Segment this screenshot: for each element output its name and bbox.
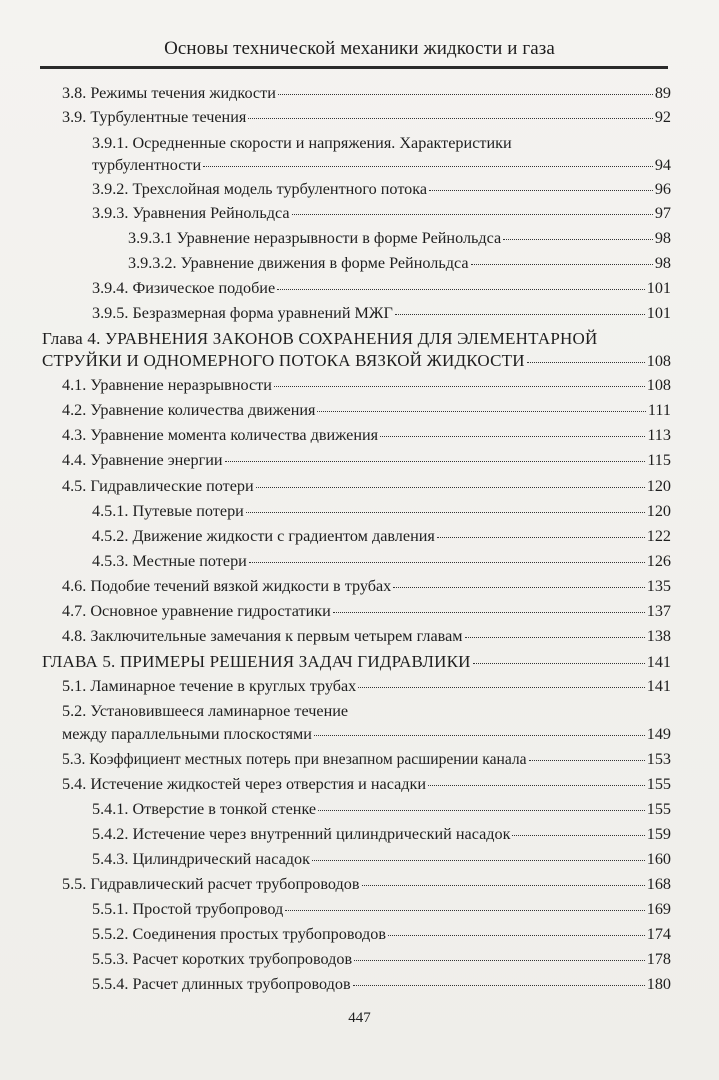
toc-entry-page: 97 bbox=[654, 204, 671, 222]
toc-entry bbox=[92, 950, 671, 969]
toc-entry-page: 108 bbox=[646, 376, 671, 394]
toc-entry-label: 3.9.1. Осредненные скорости и напряжения. Характеристики bbox=[92, 134, 512, 152]
dot-leader bbox=[429, 190, 653, 191]
dot-leader bbox=[292, 214, 653, 215]
dot-leader bbox=[503, 239, 653, 240]
dot-leader bbox=[317, 411, 645, 412]
toc-entry-label: 5.1. Ламинарное течение в круглых трубах bbox=[62, 677, 357, 695]
dot-leader bbox=[274, 386, 645, 387]
dot-leader bbox=[354, 960, 645, 961]
toc-entry-label: турбулентности bbox=[92, 156, 202, 174]
toc-entry bbox=[62, 376, 671, 395]
toc-entry bbox=[62, 725, 671, 744]
toc-entry-page: 138 bbox=[646, 627, 671, 645]
toc-entry bbox=[62, 108, 671, 127]
dot-leader bbox=[465, 637, 645, 638]
toc-entry-page: 101 bbox=[646, 279, 671, 297]
toc-entry-label: 5.5.4. Расчет длинных трубопроводов bbox=[92, 975, 351, 993]
toc-entry-label: 4.5.2. Движение жидкости с градиентом давления bbox=[92, 527, 435, 545]
toc-entry bbox=[42, 652, 671, 672]
toc-entry bbox=[62, 775, 671, 794]
toc-entry bbox=[92, 304, 671, 323]
toc-entry-page: 159 bbox=[646, 825, 671, 843]
dot-leader bbox=[246, 512, 645, 513]
chapter-heading: Глава 4. УРАВНЕНИЯ ЗАКОНОВ СОХРАНЕНИЯ ДЛЯ ЭЛЕМЕНТАРНОЙ bbox=[42, 329, 598, 348]
toc-entry-label: 4.4. Уравнение энергии bbox=[62, 451, 223, 469]
toc-entry bbox=[92, 156, 671, 175]
toc-entry bbox=[62, 84, 671, 103]
dot-leader bbox=[277, 289, 645, 290]
toc-entry bbox=[92, 825, 671, 844]
toc-entry bbox=[92, 900, 671, 919]
toc-entry bbox=[92, 925, 671, 944]
toc-entry-page: 135 bbox=[646, 577, 671, 595]
toc-entry-page: 137 bbox=[646, 602, 671, 620]
toc-entry bbox=[62, 875, 671, 894]
toc-entry-label: 4.3. Уравнение момента количества движения bbox=[62, 426, 379, 444]
toc-entry-label: 3.9.4. Физическое подобие bbox=[92, 279, 276, 297]
dot-leader bbox=[471, 264, 653, 265]
toc-entry-label: 3.9.3.1 Уравнение неразрывности в форме Рейнольдса bbox=[128, 229, 502, 247]
dot-leader bbox=[312, 860, 645, 861]
toc-entry bbox=[92, 800, 671, 819]
dot-leader bbox=[248, 118, 652, 119]
toc-entry-page: 155 bbox=[646, 775, 671, 793]
toc-entry-label: 5.5.3. Расчет коротких трубопроводов bbox=[92, 950, 353, 968]
dot-leader bbox=[512, 835, 644, 836]
toc-entry-label: 5.5.1. Простой трубопровод bbox=[92, 900, 284, 918]
toc-entry-label: 4.5. Гидравлические потери bbox=[62, 477, 254, 495]
dot-leader bbox=[314, 735, 645, 736]
toc-entry-page: 141 bbox=[646, 653, 671, 671]
toc-entry-page: 178 bbox=[646, 950, 671, 968]
toc-entry-label: 5.2. Установившееся ламинарное течение bbox=[62, 702, 349, 720]
dot-leader bbox=[353, 985, 645, 986]
toc-entry bbox=[128, 254, 671, 273]
toc-entry-page: 168 bbox=[646, 875, 671, 893]
toc-entry-label: 4.8. Заключительные замечания к первым четырем главам bbox=[62, 627, 463, 645]
toc-entry bbox=[62, 401, 671, 420]
toc-entry bbox=[92, 552, 671, 571]
toc-entry bbox=[62, 677, 671, 696]
toc-entry-label: 3.9.5. Безразмерная форма уравнений МЖГ bbox=[92, 304, 393, 322]
toc-entry-label: 5.4.1. Отверстие в тонкой стенке bbox=[92, 800, 317, 818]
dot-leader bbox=[529, 760, 645, 761]
toc-entry bbox=[92, 502, 671, 521]
toc-entry-page: 98 bbox=[654, 254, 671, 272]
toc-entry bbox=[62, 602, 671, 621]
toc-entry-label: 5.4.2. Истечение через внутренний цилиндрический насадок bbox=[92, 825, 511, 843]
toc-entry-page: 113 bbox=[647, 426, 671, 444]
toc-entry bbox=[62, 451, 671, 470]
toc-entry-page: 120 bbox=[646, 477, 671, 495]
toc-entry-page: 101 bbox=[646, 304, 671, 322]
toc-entry bbox=[42, 351, 671, 371]
toc-entry-label: 3.9. Турбулентные течения bbox=[62, 108, 247, 126]
toc-entry bbox=[92, 180, 671, 199]
toc-entry-label: 4.5.1. Путевые потери bbox=[92, 502, 244, 520]
toc-entry-label: 4.1. Уравнение неразрывности bbox=[62, 376, 272, 394]
toc-entry-page: 94 bbox=[654, 156, 671, 174]
toc-entry-page: 120 bbox=[646, 502, 671, 520]
dot-leader bbox=[380, 436, 645, 437]
chapter-heading: СТРУЙКИ И ОДНОМЕРНОГО ПОТОКА ВЯЗКОЙ ЖИДКОСТИ bbox=[42, 351, 525, 370]
dot-leader bbox=[393, 587, 644, 588]
dot-leader bbox=[527, 362, 645, 363]
toc-entry-page: 160 bbox=[646, 850, 671, 868]
toc-entry-label: 5.5. Гидравлический расчет трубопроводов bbox=[62, 875, 360, 893]
page-number: 447 bbox=[348, 1010, 371, 1026]
toc-entry-page: 108 bbox=[646, 352, 671, 370]
dot-leader bbox=[362, 885, 645, 886]
toc-entry-page: 141 bbox=[646, 677, 671, 695]
toc-entry bbox=[92, 975, 671, 994]
toc-entry bbox=[92, 850, 671, 869]
toc-entry bbox=[62, 426, 671, 445]
toc-entry-label: 5.4.3. Цилиндрический насадок bbox=[92, 850, 310, 868]
toc-entry-page: 169 bbox=[646, 900, 671, 918]
toc-entry bbox=[92, 527, 671, 546]
toc-entry-page: 111 bbox=[647, 401, 671, 419]
toc-entry bbox=[62, 477, 671, 496]
toc-entry-label: 5.3. Коэффициент местных потерь при внезапном расширении канала bbox=[62, 751, 527, 768]
dot-leader bbox=[395, 314, 645, 315]
dot-leader bbox=[203, 166, 653, 167]
toc-entry-page: 149 bbox=[646, 725, 671, 743]
toc-entry bbox=[128, 229, 671, 248]
toc-entry-page: 98 bbox=[654, 229, 671, 247]
dot-leader bbox=[388, 935, 645, 936]
toc-entry-label: 3.9.3.2. Уравнение движения в форме Рейнольдса bbox=[128, 254, 469, 272]
dot-leader bbox=[428, 785, 645, 786]
dot-leader bbox=[473, 663, 645, 664]
toc-entry-label: между параллельными плоскостями bbox=[62, 725, 312, 743]
dot-leader bbox=[256, 487, 645, 488]
toc-entry-label: 3.9.3. Уравнения Рейнольдса bbox=[92, 204, 290, 222]
toc-entry-page: 174 bbox=[646, 925, 671, 943]
toc-entry bbox=[92, 279, 671, 298]
running-header: Основы технической механики жидкости и газа bbox=[164, 38, 555, 59]
header-rule bbox=[40, 66, 668, 69]
toc-entry bbox=[62, 577, 671, 596]
toc-entry-page: 153 bbox=[646, 750, 671, 768]
toc-entry-label: 4.7. Основное уравнение гидростатики bbox=[62, 602, 331, 620]
dot-leader bbox=[318, 810, 645, 811]
toc-entry-page: 89 bbox=[654, 84, 671, 102]
toc-entry-page: 96 bbox=[654, 180, 671, 198]
toc-entry-page: 126 bbox=[646, 552, 671, 570]
toc-entry-page: 115 bbox=[647, 451, 671, 469]
dot-leader bbox=[249, 562, 645, 563]
toc-entry-page: 92 bbox=[654, 108, 671, 126]
dot-leader bbox=[358, 687, 644, 688]
toc-entry-label: 4.2. Уравнение количества движения bbox=[62, 401, 316, 419]
toc-entry-page: 180 bbox=[646, 975, 671, 993]
dot-leader bbox=[333, 612, 645, 613]
toc-entry bbox=[62, 750, 671, 769]
toc-entry-page: 155 bbox=[646, 800, 671, 818]
toc-entry-page: 122 bbox=[646, 527, 671, 545]
dot-leader bbox=[278, 94, 653, 95]
toc-entry-label: 3.8. Режимы течения жидкости bbox=[62, 84, 276, 102]
dot-leader bbox=[225, 461, 646, 462]
toc-entry-label: 3.9.2. Трехслойная модель турбулентного потока bbox=[92, 180, 428, 198]
toc-entry-label: 5.4. Истечение жидкостей через отверстия и насадки bbox=[62, 775, 427, 793]
dot-leader bbox=[437, 537, 645, 538]
toc-entry-label: 4.5.3. Местные потери bbox=[92, 552, 247, 570]
dot-leader bbox=[285, 910, 645, 911]
toc-entry bbox=[92, 204, 671, 223]
toc-entry-label: 4.6. Подобие течений вязкой жидкости в трубах bbox=[62, 577, 392, 595]
toc-entry-label: 5.5.2. Соединения простых трубопроводов bbox=[92, 925, 386, 943]
chapter-heading: ГЛАВА 5. ПРИМЕРЫ РЕШЕНИЯ ЗАДАЧ ГИДРАВЛИКИ bbox=[42, 652, 471, 671]
toc-entry bbox=[62, 627, 671, 646]
